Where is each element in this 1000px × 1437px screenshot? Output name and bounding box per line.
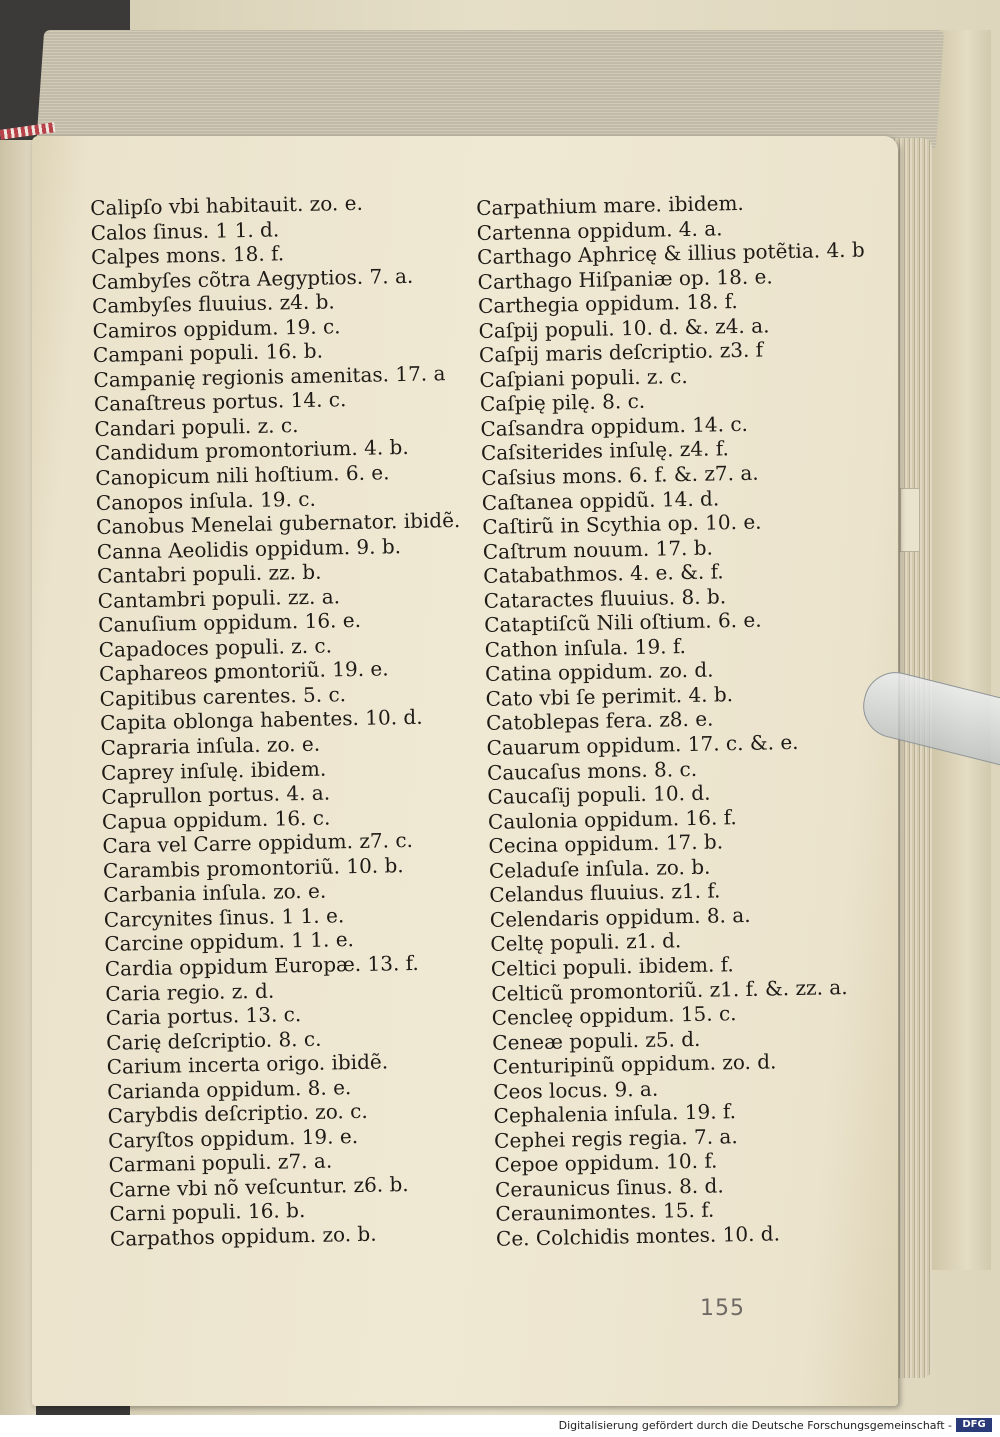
folio-number: 155 (700, 1296, 745, 1321)
index-entry: Ceraunicus ſinus. 8. d. (494, 1173, 724, 1202)
index-entry: Capua oppidum. 16. c. (101, 805, 331, 834)
index-entry: Carpathium mare. ibidem. (476, 190, 745, 220)
index-entry: Celendaris oppidum. 8. a. (489, 902, 751, 932)
index-entry: Ceneæ populi. z5. d. (492, 1026, 701, 1055)
cover-edge (930, 30, 991, 1270)
index-column-left (90, 188, 530, 1251)
index-entry: Carianda oppidum. 8. e. (106, 1074, 352, 1104)
index-entry: Carbania inſula. zo. e. (103, 878, 327, 908)
index-entry: Catabathmos. 4. e. &. f. (483, 559, 724, 589)
index-entry: Cantabri populi. zz. b. (97, 559, 322, 589)
index-entry: Canna Aeolidis oppidum. 9. b. (96, 533, 402, 564)
index-entry: Carthago Hiſpaniæ op. 18. e. (477, 263, 773, 294)
index-entry: Cambyſes fluuius. z4. b. (91, 289, 335, 319)
index-entry: Celtici populi. ibidem. f. (490, 952, 734, 981)
index-entry: Canopicum nili hoſtium. 6. e. (95, 460, 390, 490)
index-entry: Campani populi. 16. b. (92, 338, 324, 368)
index-entry: Carium incerta origo. ibidẽ. (106, 1049, 389, 1079)
index-entry: Cathon inſula. 19. f. (484, 633, 687, 662)
index-entry: Caprullon portus. 4. a. (101, 780, 331, 810)
index-entry: Carię deſcriptio. 8. c. (106, 1026, 322, 1055)
index-column-right (476, 188, 916, 1251)
index-entry: Carne vbi nõ veſcuntur. z6. b. (108, 1171, 409, 1202)
index-entry: Ceraunimontes. 15. f. (495, 1198, 715, 1227)
index-entry: Cecina oppidum. 17. b. (488, 829, 724, 859)
index-entry: Celandus fluuius. z1. f. (489, 878, 721, 908)
index-entry: Caucaſij populi. 10. d. (487, 780, 711, 810)
index-entry: Cataractes fluuius. 8. b. (483, 584, 727, 613)
index-entry: Cato vbi ſe perimit. 4. b. (485, 682, 734, 711)
index-entry: Cephei regis regia. 7. a. (493, 1123, 738, 1153)
index-entry: Centuripinũ oppidum. zo. d. (492, 1049, 777, 1079)
index-entry: Cardia oppidum Europæ. 13. f. (104, 950, 419, 981)
index-entry: Carni populi. 16. b. (109, 1198, 306, 1227)
index-entry: Capraria inſula. zo. e. (100, 731, 321, 760)
index-entry: Canobus Menelai gubernator. ibidẽ. (96, 508, 461, 540)
index-entry: Ce. Colchidis montes. 10. d. (495, 1221, 781, 1251)
index-entry: Capitibus carentes. 5. c. (99, 682, 347, 711)
index-entry: Cantambri populi. zz. a. (97, 584, 341, 613)
index-entry: Cencleę oppidum. 15. c. (491, 1001, 737, 1030)
index-entry: Ceos locus. 9. a. (492, 1076, 659, 1104)
index-entry: Caſtrum nouum. 17. b. (482, 535, 714, 564)
index-entry: Caſpiani populi. z. c. (479, 363, 688, 392)
index-entry: Caſpię pilę. 8. c. (479, 389, 646, 417)
index-entry: Caſsius mons. 6. f. &. z7. a. (481, 460, 759, 490)
index-entry: Carthago Aphricę & illius potẽtia. 4. b (476, 237, 865, 270)
index-entry: Caſpij populi. 10. d. &. z4. a. (478, 313, 770, 343)
index-entry: Caſsiterides inſulę. z4. f. (480, 436, 730, 466)
index-entry: Cara vel Carre oppidum. z7. c. (102, 828, 414, 859)
index-entry: Carpathos oppidum. zo. b. (109, 1221, 377, 1251)
index-entry: Canopos inſula. 19. c. (95, 486, 317, 515)
index-entry: Caprey inſulę. ibidem. (100, 756, 327, 785)
index-entry: Carambis promontoriũ. 10. b. (102, 852, 404, 883)
index-entry: Candidum promontorium. 4. b. (94, 435, 409, 466)
index-entry: Catoblepas fera. z8. e. (485, 707, 714, 736)
index-entry: Carcynites ſinus. 1 1. e. (103, 903, 345, 932)
index-entry: Calpes mons. 18. f. (90, 241, 285, 270)
index-entry: Caulonia oppidum. 16. f. (487, 804, 737, 834)
index-entry: Carcine oppidum. 1 1. e. (104, 927, 355, 957)
index-entry: Celaduſe inſula. zo. b. (488, 854, 711, 883)
index-entry: Caphareos ꝑmontoriũ. 19. e. (98, 656, 389, 687)
index-entry: Catina oppidum. zo. d. (484, 657, 714, 687)
index-entry: Candari populi. z. c. (94, 412, 299, 441)
left-page-edge (0, 140, 36, 1415)
index-entry: Caria portus. 13. c. (105, 1002, 302, 1030)
index-entry: Cepoe oppidum. 10. f. (494, 1148, 718, 1178)
page-stack (36, 30, 944, 150)
index-entry: Celtę populi. z1. d. (490, 928, 682, 957)
index-entry: Canaſtreus portus. 14. c. (93, 387, 347, 417)
index-entry: Caryſtos oppidum. 19. e. (107, 1123, 359, 1153)
index-entry: Caucaſus mons. 8. c. (486, 756, 698, 785)
footer-bar (0, 1415, 1000, 1437)
index-entry: Carybdis deſcriptio. zo. c. (107, 1099, 368, 1129)
index-entry: Calipſo vbi habitauit. zo. e. (90, 190, 364, 220)
paper-tab (900, 488, 920, 552)
index-entry: Camiros oppidum. 19. c. (92, 313, 341, 343)
index-entry: Capadoces populi. z. c. (98, 633, 333, 662)
footer-credit: Digitalisierung gefördert durch die Deutsche Forschungsgemeinschaft - (558, 1419, 952, 1432)
index-entry: Caſpij maris deſcriptio. z3. f (478, 337, 764, 368)
dfg-logo: DFG (956, 1418, 992, 1432)
index-entry: Cataptiſcũ Nili oſtium. 6. e. (484, 607, 762, 638)
index-entry: Celticũ promontoriũ. z1. f. &. zz. a. (491, 974, 848, 1006)
index-entry: Caria regio. z. d. (105, 978, 275, 1006)
index-entry: Cambyſes cõtra Aegyptios. 7. a. (91, 263, 414, 294)
index-entry: Canuſium oppidum. 16. e. (98, 608, 362, 638)
index-entry: Cartenna oppidum. 4. a. (476, 215, 723, 245)
index-entry: Campanię regionis amenitas. 17. a (93, 361, 446, 392)
index-entry: Caſsandra oppidum. 14. c. (480, 411, 749, 441)
index-entry: Cauarum oppidum. 17. c. &. e. (486, 729, 799, 760)
index-entry: Cephalenia inſula. 19. f. (493, 1099, 737, 1129)
index-entry: Carthegia oppidum. 18. f. (477, 289, 738, 319)
index-entry: Caſtirũ in Scythia op. 10. e. (482, 509, 762, 540)
index-entry: Caſtanea oppidũ. 14. d. (481, 485, 720, 515)
index-entry: Carmani populi. z7. a. (108, 1148, 333, 1178)
index-entry: Calos ſinus. 1 1. d. (90, 216, 280, 245)
index-entry: Capita oblonga habentes. 10. d. (99, 705, 423, 736)
